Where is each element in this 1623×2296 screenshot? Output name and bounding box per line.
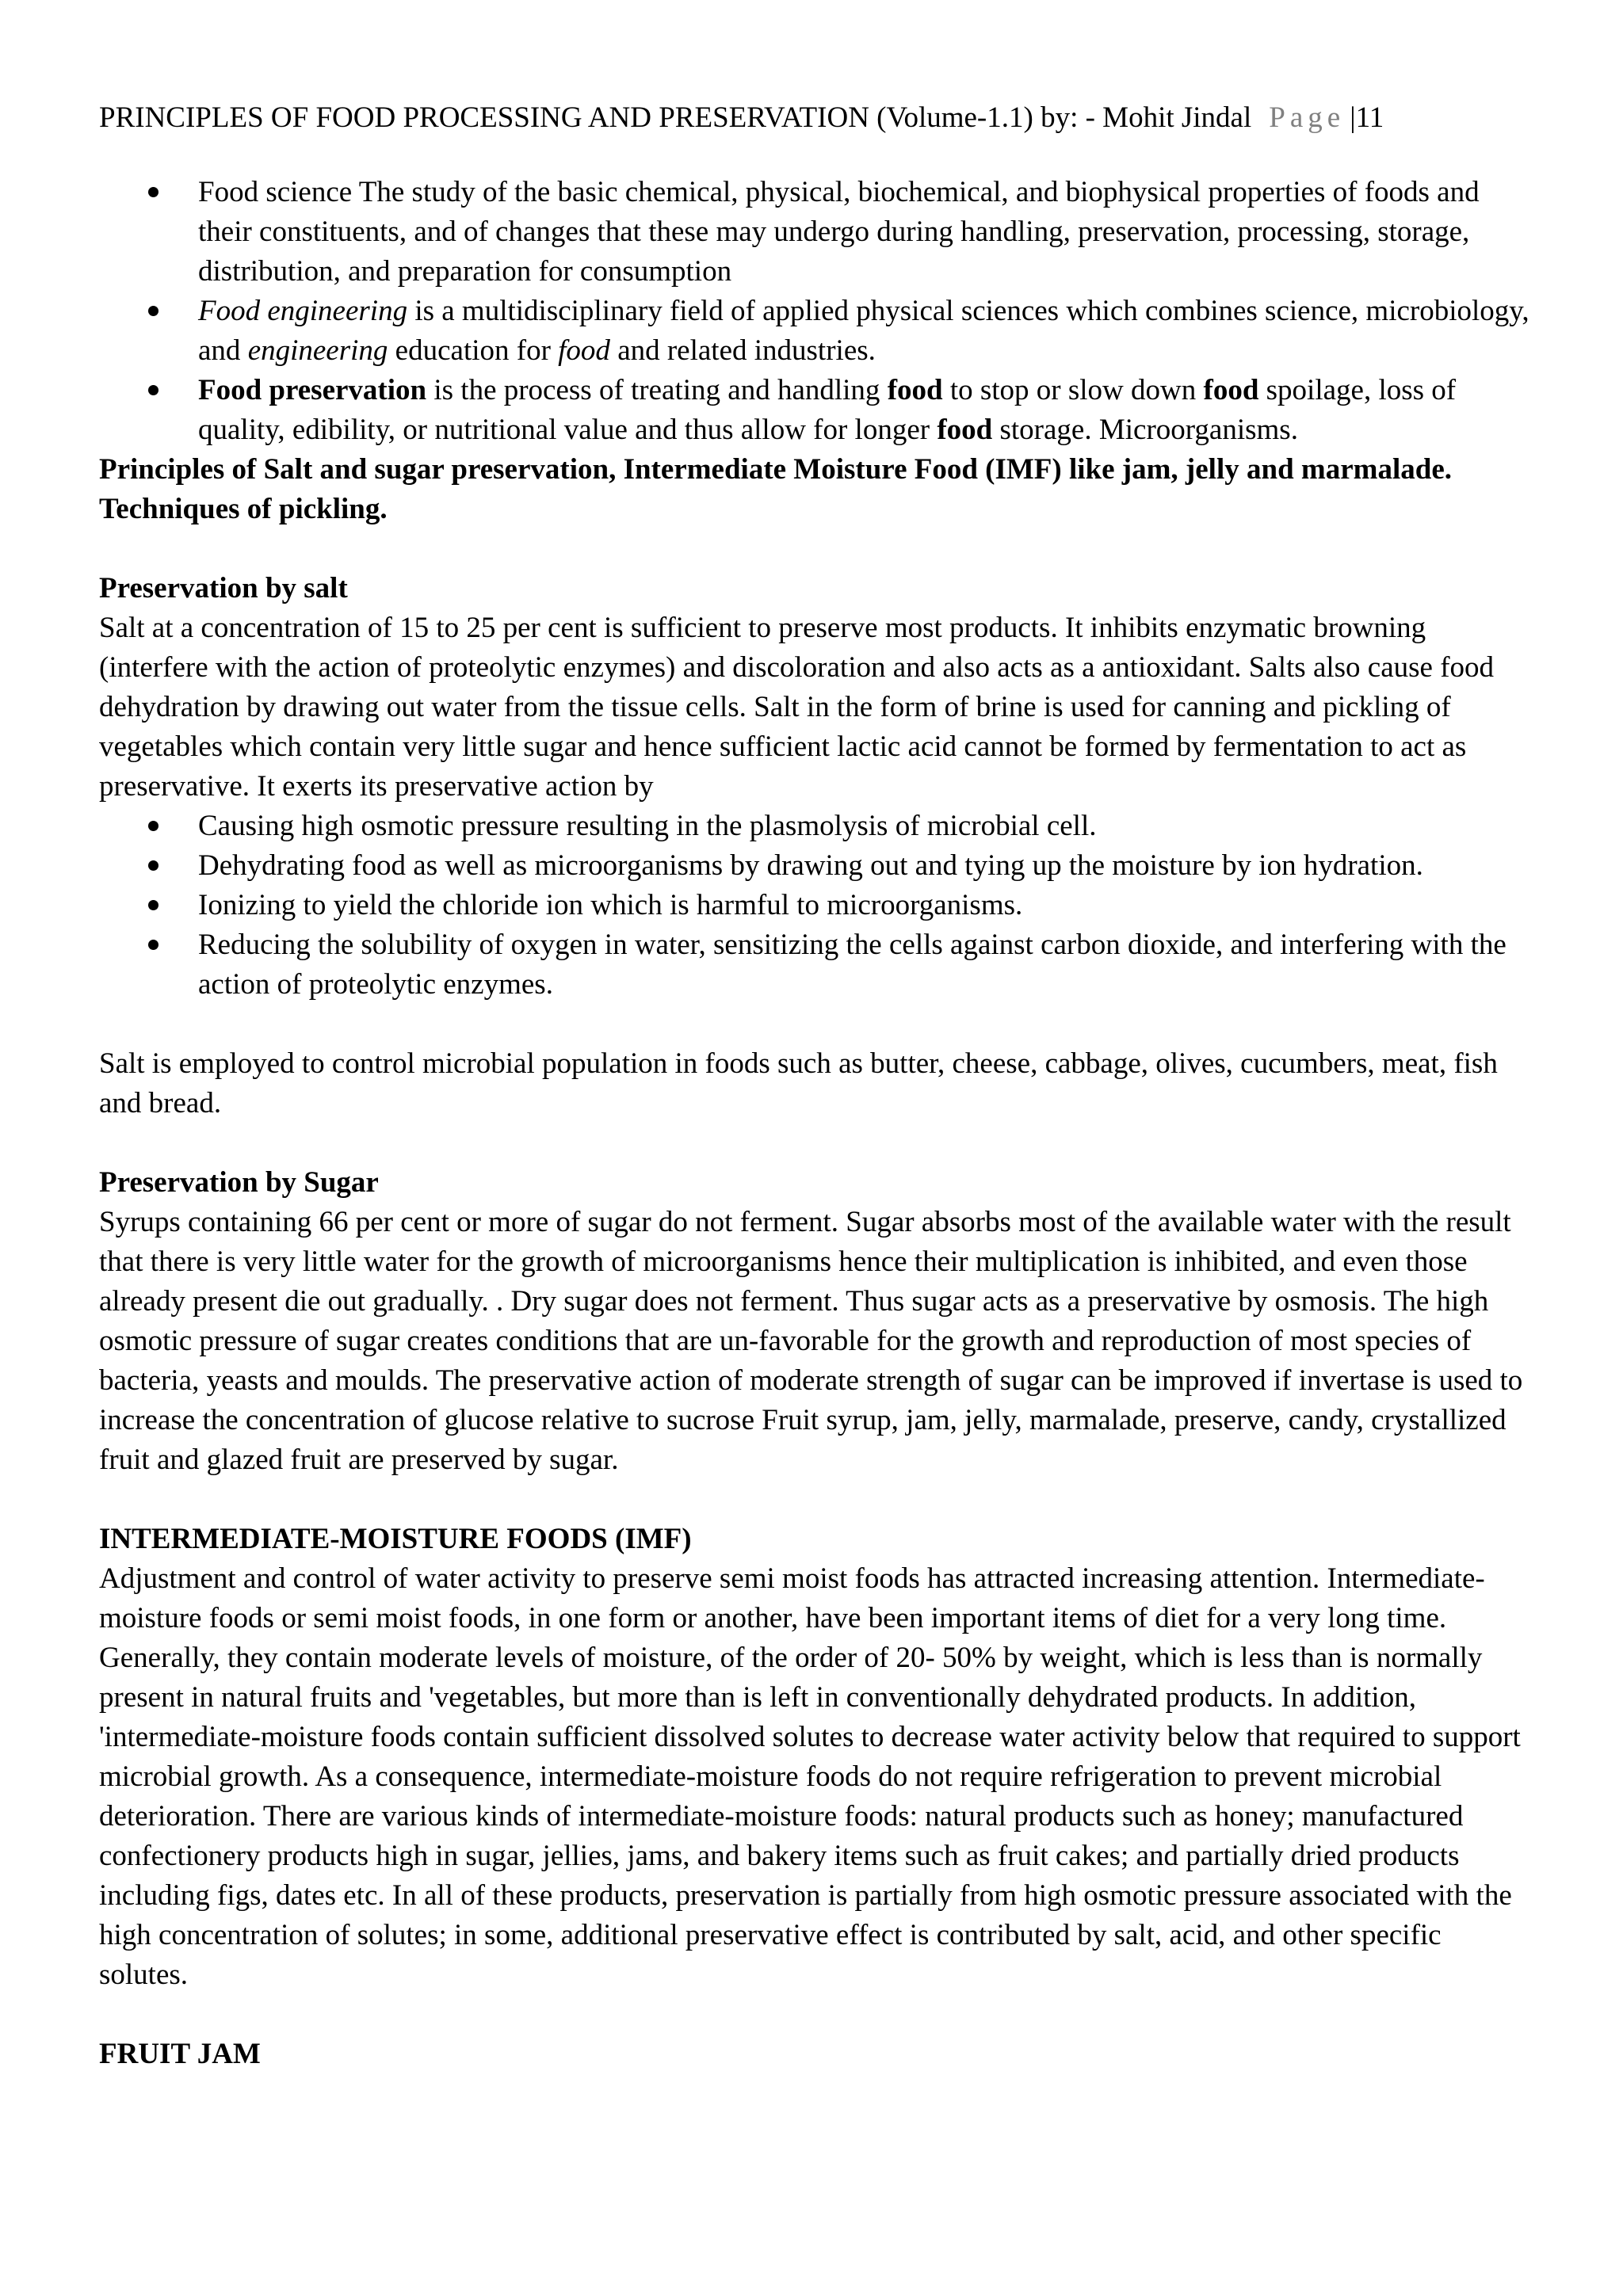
imf-paragraph: Adjustment and control of water activity to preserve semi moist foods has attracted increasing attention. Intermediate-moisture foods or semi moist foods, in one form or another, have been important items of diet for a very long time. Generally, they contain moderate levels of moisture, of the order of 20- 50% by weight, which is less than is normally present in natural fruits and 'vegetables, but more than is left in conventionally dehydrated products. In addition, 'intermediate-moisture foods contain sufficient dissolved solutes to decrease water activity below that required to support microbial growth. As a consequence, intermediate-moisture foods do not require refrigeration to prevent microbial deterioration. There are various kinds of intermediate-moisture foods: natural products such as honey; manufactured confectionery products high in sugar, jellies, jams, and bakery items such as fruit cakes; and partially dried products including figs, dates etc. In all of these products, preservation is partially from high osmotic pressure associated with the high concentration of solutes; in some, additional preservative effect is contributed by salt, acid, and other specific solutes. bbox=[99, 1562, 1521, 1991]
sugar-heading: Preservation by Sugar bbox=[99, 1166, 379, 1199]
bullet-food-preservation: Food preservation is the process of treating and handling food to stop or slow down food spoilage, loss of quality, edibility, or nutritional value and thus allow for longer food storage. Microorganisms. bbox=[99, 371, 1533, 450]
bullet-food-science: Food science The study of the basic chemical, physical, biochemical, and biophysical properties of foods and their constituents, and of changes that these may undergo during handling, preservation, processing, storage, distribution, and preparation for consumption bbox=[99, 173, 1533, 292]
spacer bbox=[99, 1123, 1533, 1163]
imf-heading: INTERMEDIATE-MOISTURE FOODS (IMF) bbox=[99, 1523, 692, 1555]
salt-bullet: Causing high osmotic pressure resulting in the plasmolysis of microbial cell. bbox=[99, 807, 1533, 846]
bullet-icon bbox=[148, 900, 158, 910]
salt-bullet: Dehydrating food as well as microorganisms by drawing out and tying up the moisture by ion hydration. bbox=[99, 846, 1533, 886]
intro-bullet-list bbox=[99, 173, 1533, 450]
salt-heading: Preservation by salt bbox=[99, 572, 348, 605]
header-page-separator: | bbox=[1350, 101, 1356, 134]
spacer bbox=[99, 529, 1533, 569]
principles-heading: Principles of Salt and sugar preservation, Intermediate Moisture Food (IMF) like jam, jelly and marmalade. Techniques of pickling. bbox=[99, 453, 1452, 525]
bullet-food-engineering: Food engineering is a multidisciplinary field of applied physical sciences which combines science, microbiology, and engineering education for food and related industries. bbox=[99, 292, 1533, 371]
bullet-icon bbox=[148, 860, 158, 871]
page-content bbox=[99, 173, 1533, 2074]
salt-bullet: Reducing the solubility of oxygen in water, sensitizing the cells against carbon dioxide, and interfering with the action of proteolytic enzymes. bbox=[99, 925, 1533, 1005]
header-page-number: 11 bbox=[1355, 101, 1384, 134]
salt-paragraph: Salt at a concentration of 15 to 25 per cent is sufficient to preserve most products. It inhibits enzymatic browning (interfere with the action of proteolytic enzymes) and discoloration and also acts as a antioxidant. Salts also cause food dehydration by drawing out water from the tissue cells. Salt in the form of brine is used for canning and pickling of vegetables which contain very little sugar and hence sufficient lactic acid cannot be formed by fermentation to act as preservative. It exerts its preservative action by bbox=[99, 612, 1495, 803]
sugar-paragraph: Syrups containing 66 per cent or more of sugar do not ferment. Sugar absorbs most of the available water with the result that there is very little water for the growth of microorganisms hence their multiplication is inhibited, and even those already present die out gradually. . Dry sugar does not ferment. Thus sugar acts as a preservative by osmosis. The high osmotic pressure of sugar creates conditions that are un-favorable for the growth and reproduction of most species of bacteria, yeasts and moulds. The preservative action of moderate strength of sugar can be improved if invertase is used to increase the concentration of glucose relative to sucrose Fruit syrup, jam, jelly, marmalade, preserve, candy, crystallized fruit and glazed fruit are preserved by sugar. bbox=[99, 1206, 1523, 1476]
header-page-word: Page bbox=[1269, 101, 1346, 134]
spacer bbox=[99, 1995, 1533, 2035]
fruit-jam-heading: FRUIT JAM bbox=[99, 2038, 261, 2070]
bullet-icon bbox=[148, 940, 158, 950]
bullet-icon bbox=[148, 385, 158, 395]
salt-bullet: Ionizing to yield the chloride ion which is harmful to microorganisms. bbox=[99, 886, 1533, 925]
running-header bbox=[99, 98, 1384, 138]
bullet-icon bbox=[148, 306, 158, 316]
salt-bullet-list bbox=[99, 807, 1533, 1005]
salt-closing-paragraph: Salt is employed to control microbial population in foods such as butter, cheese, cabbage, olives, cucumbers, meat, fish and bread. bbox=[99, 1047, 1498, 1119]
spacer bbox=[99, 1480, 1533, 1520]
spacer bbox=[99, 1005, 1533, 1044]
bullet-icon bbox=[148, 187, 158, 197]
bullet-icon bbox=[148, 821, 158, 831]
header-title: PRINCIPLES OF FOOD PROCESSING AND PRESERVATION (Volume-1.1) by: - Mohit Jindal bbox=[99, 101, 1252, 134]
